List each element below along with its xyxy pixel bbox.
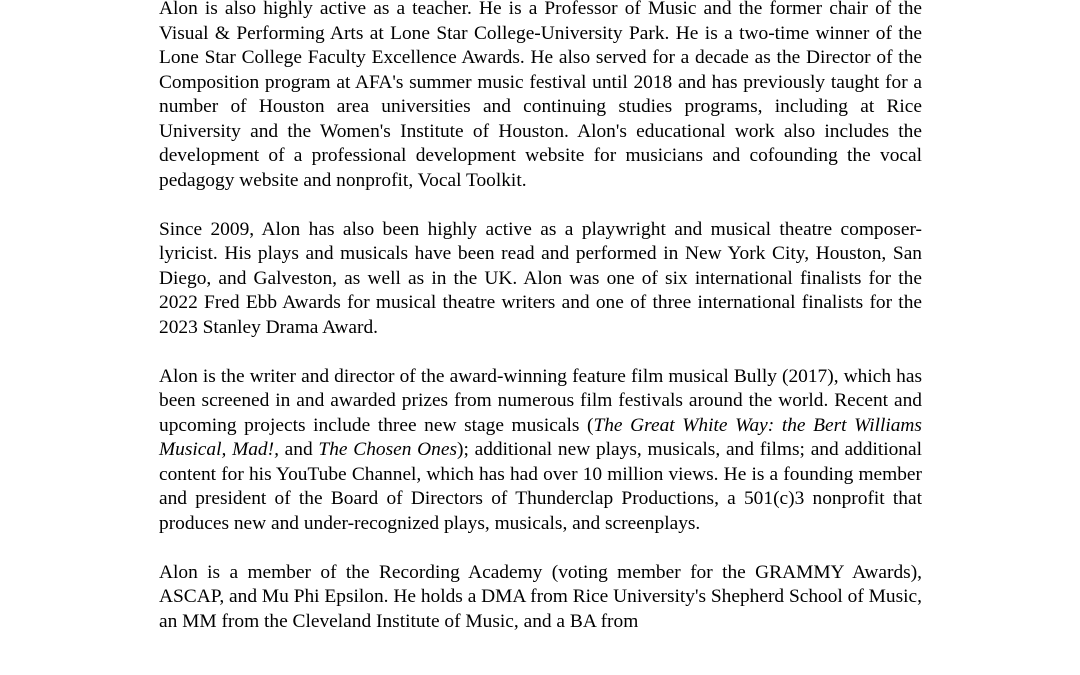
- paragraph-text: and: [278, 439, 319, 460]
- paragraph-teaching: [159, 0, 922, 193]
- paragraph-memberships: [159, 561, 922, 635]
- paragraph-text: ); additional new plays, musicals, and films; and additional content for his YouTube Channel, which has had over 10 million views. He is a founding member and president of the Board of Directors of Thunderclap Productions, a 501(c)3 nonprofit that produces new and under-recognized plays, musicals, and screenplays.: [159, 439, 922, 534]
- paragraph-text: Alon is the writer and director of the award-winning feature film musical Bully (2017), which has been screened in and awarded prizes from numerous film festivals around the world. Recent and upcoming projects include three new stage musicals (: [159, 365, 922, 436]
- paragraph-theatre: [159, 218, 922, 341]
- paragraph-text: Alon is a member of the Recording Academy (voting member for the GRAMMY Awards), ASCAP, and Mu Phi Epsilon. He holds a DMA from Rice University's Shepherd School of Music, an MM from the Cleveland Institute of Music, and a BA from: [159, 561, 922, 632]
- paragraph-film: [159, 365, 922, 537]
- paragraph-text: Alon is also highly active as a teacher. He is a Professor of Music and the former chair of the Visual & Performing Arts at Lone Star College-University Park. He is a two-time winner of the Lone Star College Faculty Excellence Awards. He also served for a decade as the Director of the Composition program at AFA's summer music festival until 2018 and has previously taught for a number of Houston area universities and continuing studies programs, including at Rice University and the Women's Institute of Houston. Alon's educational work also includes the development of a professional development website for musicians and cofounding the vocal pedagogy website and nonprofit, Vocal Toolkit.: [159, 0, 922, 191]
- italic-title-text: The Great White Way: the Bert Williams Musical, Mad!,: [159, 414, 922, 460]
- paragraph-text: Since 2009, Alon has also been highly active as a playwright and musical theatre composer-lyricist. His plays and musicals have been read and performed in New York City, Houston, San Diego, and Galveston, as well as in the UK. Alon was one of six international finalists for the 2022 Fred Ebb Awards for musical theatre writers and one of three international finalists for the 2023 Stanley Drama Award.: [159, 218, 922, 338]
- italic-title-text: The Chosen Ones: [318, 439, 458, 460]
- document-body: [159, 0, 922, 659]
